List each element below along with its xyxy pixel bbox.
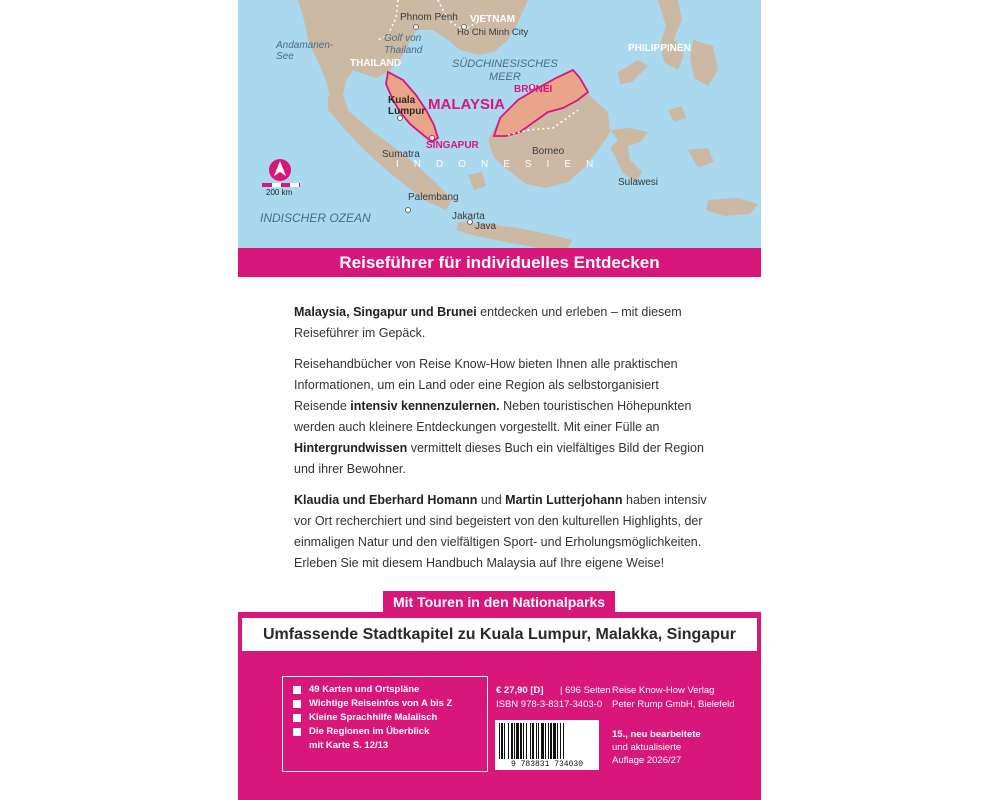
barcode-bars (495, 720, 599, 760)
page-count: | 696 Seiten (560, 685, 611, 696)
barcode (495, 720, 599, 770)
barcode-bar (501, 723, 503, 759)
edition-line-1: 15., neu bearbeitete (612, 729, 701, 740)
barcode-bar (504, 723, 505, 759)
tour-banner: Mit Touren in den Nationalparks (383, 591, 615, 613)
feature-item-continuation: mit Karte S. 12/13 (309, 740, 389, 751)
feature-item: Die Regionen im Überblick (293, 725, 487, 739)
label-scale: 200 km (266, 188, 293, 197)
features-box (282, 676, 488, 772)
description (294, 302, 714, 584)
region-map (238, 0, 761, 248)
label-sulawesi: Sulawesi (618, 177, 659, 188)
checkbox-icon (293, 686, 301, 694)
barcode-number: 9 783831 734030 (510, 760, 583, 769)
barcode-bar (520, 723, 522, 759)
description-paragraph-3: Klaudia und Eberhard Homann und Martin Lutterjohann haben intensiv vor Ort recherchiert und sind begeistert von den kulturellen Highlights, der einmaligen Natur und den vielfältigen Sport- und Erholungsmöglichkeiten. Erleben Sie mit diesem Handbuch Malaysia auf Ihre eigene Weise! (294, 493, 707, 570)
label-golf: Golf von Thailand (384, 33, 423, 56)
checkbox-icon (293, 728, 301, 736)
top-banner: Reiseführer für individuelles Entdecken (238, 248, 761, 277)
publisher-name: Reise Know-How Verlag (612, 685, 715, 696)
description-paragraph-2: Reisehandbücher von Reise Know-How bieten Ihnen alle praktischen Informationen, um ein Land oder eine Region als selbstorganisiert Reisende intensiv kennenzulernen. Neben touristischen Höhepunkten werden auch kleinere Entdeckungen vorgestellt. Mit einer Fülle an Hintergrundwissen vermittelt dieses Buch ein vielfältiges Bild der Region und ihrer Bewohner. (294, 357, 704, 476)
barcode-bar (516, 723, 519, 759)
publisher-location: Peter Rump GmbH, Bielefeld (612, 699, 735, 710)
label-philippinen: PHILIPPINEN (628, 43, 691, 54)
feature-item: 49 Karten und Ortspläne (293, 683, 487, 697)
label-kuala-lumpur: Kuala Lumpur (388, 95, 426, 117)
label-indischer-ozean: INDISCHER OZEAN (260, 211, 371, 225)
barcode-bar (538, 723, 539, 759)
description-paragraph-1: Malaysia, Singapur und Brunei entdecken und erleben – mit diesem Reiseführer im Gepäck. (294, 305, 682, 340)
city-chapters-banner: Umfassende Stadtkapitel zu Kuala Lumpur, Malakka, Singapur (242, 618, 757, 651)
label-borneo: Borneo (532, 146, 565, 157)
edition-line-2: und aktualisierte (612, 742, 682, 753)
feature-item: Kleine Sprachhilfe Malaiisch (293, 711, 487, 725)
barcode-bar (530, 723, 531, 759)
label-brunei: BRUNEI (514, 84, 553, 95)
label-ho-chi-minh: Ho Chi Minh City (457, 27, 529, 38)
edition-line-3: Auflage 2026/27 (612, 755, 682, 766)
barcode-bar (557, 723, 558, 759)
barcode-bar (545, 723, 546, 759)
barcode-bar (523, 723, 524, 759)
feature-item: Wichtige Reiseinfos von A bis Z (293, 697, 487, 711)
barcode-bar (553, 723, 556, 759)
label-indonesien: INDONESIEN (396, 159, 609, 170)
barcode-bar (511, 723, 513, 759)
barcode-bar (536, 723, 537, 759)
barcode-bar (514, 723, 515, 759)
label-palembang: Palembang (408, 192, 459, 203)
land-sulawesi (610, 128, 648, 182)
checkbox-icon (293, 700, 301, 708)
label-andamanen: Andamanen- See (276, 40, 334, 62)
checkbox-icon (293, 714, 301, 722)
barcode-bar (499, 723, 500, 759)
label-phnom-penh: Phnom Penh (400, 12, 458, 23)
barcode-bar (563, 723, 564, 759)
barcode-bar (550, 723, 552, 759)
land-philippines (658, 0, 684, 70)
land-java (456, 222, 572, 248)
barcode-bar (560, 723, 561, 759)
label-java: Java (475, 221, 497, 232)
label-vietnam: VIETNAM (470, 14, 515, 25)
book-back-cover (238, 0, 761, 800)
label-singapur: SINGAPUR (426, 140, 479, 151)
barcode-bar (508, 723, 509, 759)
barcode-bar (541, 723, 544, 759)
barcode-bar (526, 723, 527, 759)
barcode-bar (548, 723, 549, 759)
label-suedchinesisches: SÜDCHINESISCHES MEER (452, 58, 558, 83)
barcode-bar (532, 723, 534, 759)
label-jakarta: Jakarta (452, 211, 485, 222)
isbn: ISBN 978-3-8317-3403-0 (496, 699, 603, 710)
label-sumatra: Sumatra (382, 149, 420, 160)
label-thailand: THAILAND (350, 58, 402, 69)
price: € 27,90 [D] (496, 685, 544, 696)
label-malaysia: MALAYSIA (428, 96, 505, 113)
